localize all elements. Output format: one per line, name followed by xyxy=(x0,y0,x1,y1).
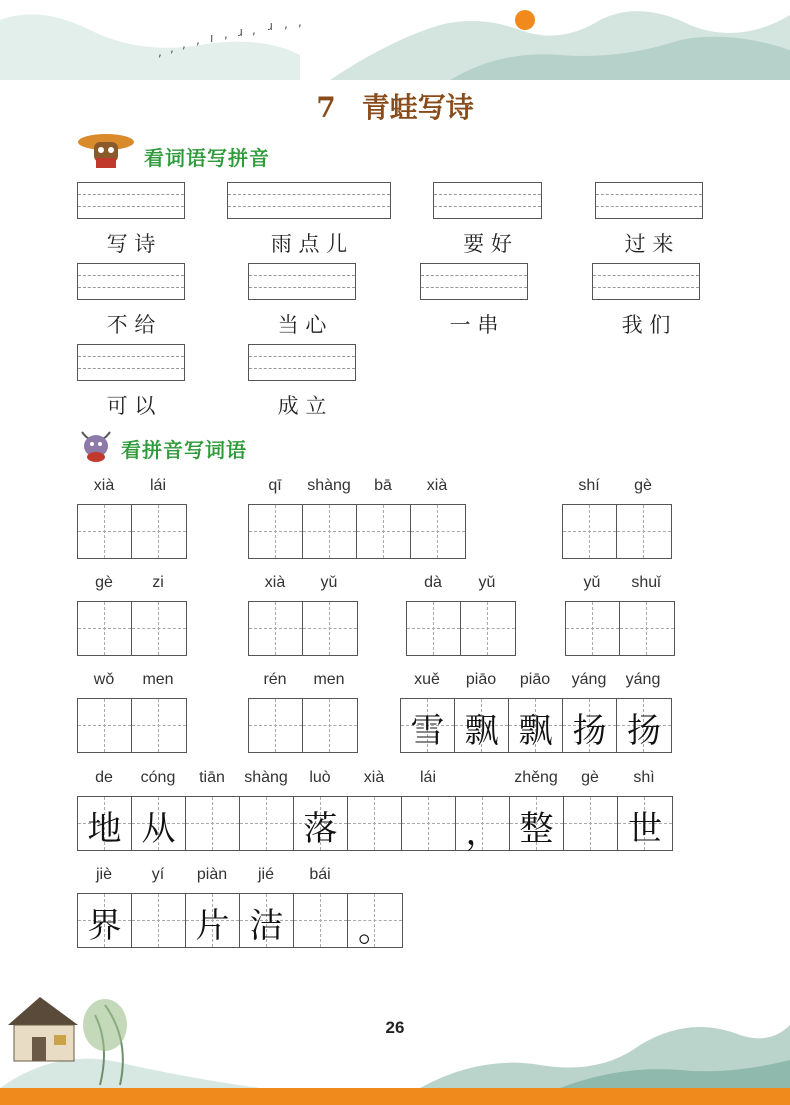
section2-heading: 看拼音写词语 xyxy=(121,438,247,462)
pinyin-label: yǔ xyxy=(583,574,601,591)
word-label: 要 好 xyxy=(463,232,512,256)
cell-character: ， xyxy=(465,813,500,853)
character-cell[interactable] xyxy=(132,505,186,558)
cell-character: 飘 xyxy=(464,711,499,751)
pinyin-answer-box[interactable] xyxy=(592,263,700,300)
pinyin-answer-box[interactable] xyxy=(433,182,542,219)
pinyin-label: qī xyxy=(268,477,282,494)
pinyin-answer-box[interactable] xyxy=(420,263,528,300)
word-label: 雨 点 儿 xyxy=(270,232,348,256)
character-cell[interactable] xyxy=(618,797,672,850)
character-cell[interactable] xyxy=(348,797,402,850)
character-grid xyxy=(562,504,672,559)
cell-character: 雪 xyxy=(410,711,445,751)
character-cell[interactable] xyxy=(186,797,240,850)
pinyin-label: lái xyxy=(149,477,166,494)
cow-mascot-icon xyxy=(76,426,116,464)
word-label: 不 给 xyxy=(106,313,156,337)
pinyin-label: jiè xyxy=(95,866,112,883)
pinyin-label: piàn xyxy=(196,866,228,883)
pinyin-label: yǔ xyxy=(320,574,338,591)
lesson-title: 青蛙写诗 xyxy=(361,91,474,124)
lesson-number: 7 xyxy=(316,91,336,124)
pinyin-label: xià xyxy=(264,574,286,591)
boy-mascot-icon xyxy=(76,130,136,170)
word-label: 当 心 xyxy=(277,313,327,337)
pinyin-label: jié xyxy=(257,866,274,883)
section1-heading: 看词语写拼音 xyxy=(144,146,270,170)
character-cell[interactable] xyxy=(240,797,294,850)
pinyin-label: yáng xyxy=(571,671,607,688)
word-label: 我 们 xyxy=(621,313,671,337)
character-cell[interactable] xyxy=(132,797,186,850)
pinyin-label: gè xyxy=(581,769,599,786)
character-cell[interactable] xyxy=(78,602,132,655)
character-grid xyxy=(248,601,358,656)
pinyin-label: zi xyxy=(152,574,164,591)
pinyin-answer-box[interactable] xyxy=(227,182,391,219)
cell-character: 。 xyxy=(358,910,392,950)
pinyin-label: piāo xyxy=(465,671,497,688)
svg-text:,: , xyxy=(284,17,288,31)
pinyin-label: men xyxy=(142,671,174,688)
pinyin-label: shuǐ xyxy=(631,574,661,591)
character-cell[interactable] xyxy=(357,505,411,558)
svg-text:,: , xyxy=(252,23,256,37)
pinyin-label: gè xyxy=(634,477,652,494)
character-cell[interactable] xyxy=(303,699,357,752)
character-cell[interactable] xyxy=(294,894,348,947)
character-cell[interactable] xyxy=(617,505,671,558)
character-grid xyxy=(248,504,466,559)
pinyin-label: shàng xyxy=(307,477,351,494)
page-title xyxy=(0,86,790,126)
character-grid xyxy=(400,698,672,753)
character-cell[interactable] xyxy=(455,699,509,752)
character-cell[interactable] xyxy=(620,602,674,655)
pinyin-label: cóng xyxy=(140,769,176,786)
pinyin-label: men xyxy=(313,671,345,688)
character-cell[interactable] xyxy=(402,797,456,850)
pinyin-label: gè xyxy=(95,574,113,591)
pinyin-label: xià xyxy=(363,769,385,786)
character-cell[interactable] xyxy=(564,797,618,850)
pinyin-label: shàng xyxy=(244,769,288,786)
character-cell[interactable] xyxy=(348,894,402,950)
cell-character: 片 xyxy=(195,906,230,946)
word-label: 可 以 xyxy=(106,394,156,418)
pinyin-label: wǒ xyxy=(93,671,115,688)
character-cell[interactable] xyxy=(249,699,303,752)
cell-character: 洁 xyxy=(249,906,284,946)
character-grid xyxy=(77,796,673,851)
pinyin-label: xià xyxy=(93,477,115,494)
character-cell[interactable] xyxy=(186,894,240,947)
character-cell[interactable] xyxy=(401,699,455,752)
pinyin-label: tiān xyxy=(199,769,225,786)
pinyin-label: bā xyxy=(374,477,392,494)
character-cell[interactable] xyxy=(249,505,303,558)
svg-text:,: , xyxy=(182,37,186,51)
character-cell[interactable] xyxy=(78,505,132,558)
character-cell[interactable] xyxy=(132,894,186,947)
character-cell[interactable] xyxy=(563,699,617,752)
pinyin-label: yǔ xyxy=(478,574,496,591)
bottom-bar xyxy=(0,1088,790,1105)
character-grid xyxy=(77,893,403,948)
pinyin-label: luò xyxy=(309,769,331,786)
character-cell[interactable] xyxy=(132,699,186,752)
character-cell[interactable] xyxy=(294,797,348,850)
cell-character: 扬 xyxy=(572,711,607,751)
pinyin-label: zhěng xyxy=(514,769,558,786)
character-grid xyxy=(248,698,358,753)
svg-text:,: , xyxy=(158,45,162,59)
character-cell[interactable] xyxy=(407,602,461,655)
character-grid xyxy=(77,601,187,656)
word-label: 一 串 xyxy=(449,313,499,337)
pinyin-label: de xyxy=(95,769,113,786)
pinyin-answer-box[interactable] xyxy=(595,182,703,219)
pinyin-label: piāo xyxy=(519,671,551,688)
svg-text:,: , xyxy=(298,15,302,29)
pinyin-answer-box[interactable] xyxy=(77,182,185,219)
cell-character: 世 xyxy=(628,809,662,849)
character-cell[interactable] xyxy=(303,505,357,558)
cell-character: 飘 xyxy=(518,711,553,751)
cell-character: 落 xyxy=(303,809,338,849)
character-cell[interactable] xyxy=(240,894,294,947)
cell-character: 从 xyxy=(141,809,176,849)
svg-text:,: , xyxy=(170,41,174,55)
character-grid xyxy=(565,601,675,656)
character-cell[interactable] xyxy=(563,505,617,558)
pinyin-label: dà xyxy=(424,574,442,591)
character-grid xyxy=(77,698,187,753)
pinyin-label: yáng xyxy=(625,671,661,688)
character-cell[interactable] xyxy=(249,602,303,655)
pinyin-label: lái xyxy=(419,769,436,786)
character-cell[interactable] xyxy=(617,699,671,752)
page-number: 26 xyxy=(385,1018,405,1037)
pinyin-label: shì xyxy=(633,769,655,786)
word-label: 写 诗 xyxy=(106,232,156,256)
pinyin-answer-box[interactable] xyxy=(248,344,356,381)
cell-character: 界 xyxy=(87,906,122,946)
cell-character: 整 xyxy=(519,809,554,849)
character-cell[interactable] xyxy=(78,894,132,947)
character-cell[interactable] xyxy=(411,505,465,558)
cell-character: 扬 xyxy=(627,711,661,751)
pinyin-label: yí xyxy=(151,866,165,883)
pinyin-answer-box[interactable] xyxy=(77,344,185,381)
character-cell[interactable] xyxy=(456,797,510,853)
pinyin-label: shí xyxy=(578,477,600,494)
character-cell[interactable] xyxy=(78,797,132,850)
character-cell[interactable] xyxy=(566,602,620,655)
pinyin-answer-box[interactable] xyxy=(248,263,356,300)
svg-text:ɹ: ɹ xyxy=(268,19,273,33)
top-landscape-decoration xyxy=(0,0,790,80)
pinyin-label: xià xyxy=(426,477,448,494)
character-cell[interactable] xyxy=(132,602,186,655)
word-label: 成 立 xyxy=(277,394,327,418)
svg-text:,: , xyxy=(224,27,228,41)
pinyin-label: rén xyxy=(263,671,287,688)
pinyin-label: xuě xyxy=(414,671,440,688)
svg-text:,: , xyxy=(196,33,200,47)
svg-text:ı: ı xyxy=(210,31,214,45)
character-cell[interactable] xyxy=(509,699,563,752)
svg-text:ɹ: ɹ xyxy=(238,25,243,39)
character-cell[interactable] xyxy=(78,699,132,752)
character-grid xyxy=(77,504,187,559)
character-cell[interactable] xyxy=(461,602,515,655)
word-label: 过 来 xyxy=(624,232,674,256)
pinyin-label: bái xyxy=(309,866,331,883)
cell-character: 地 xyxy=(87,809,122,849)
pinyin-answer-box[interactable] xyxy=(77,263,185,300)
character-cell[interactable] xyxy=(510,797,564,850)
character-grid xyxy=(406,601,516,656)
character-cell[interactable] xyxy=(303,602,357,655)
